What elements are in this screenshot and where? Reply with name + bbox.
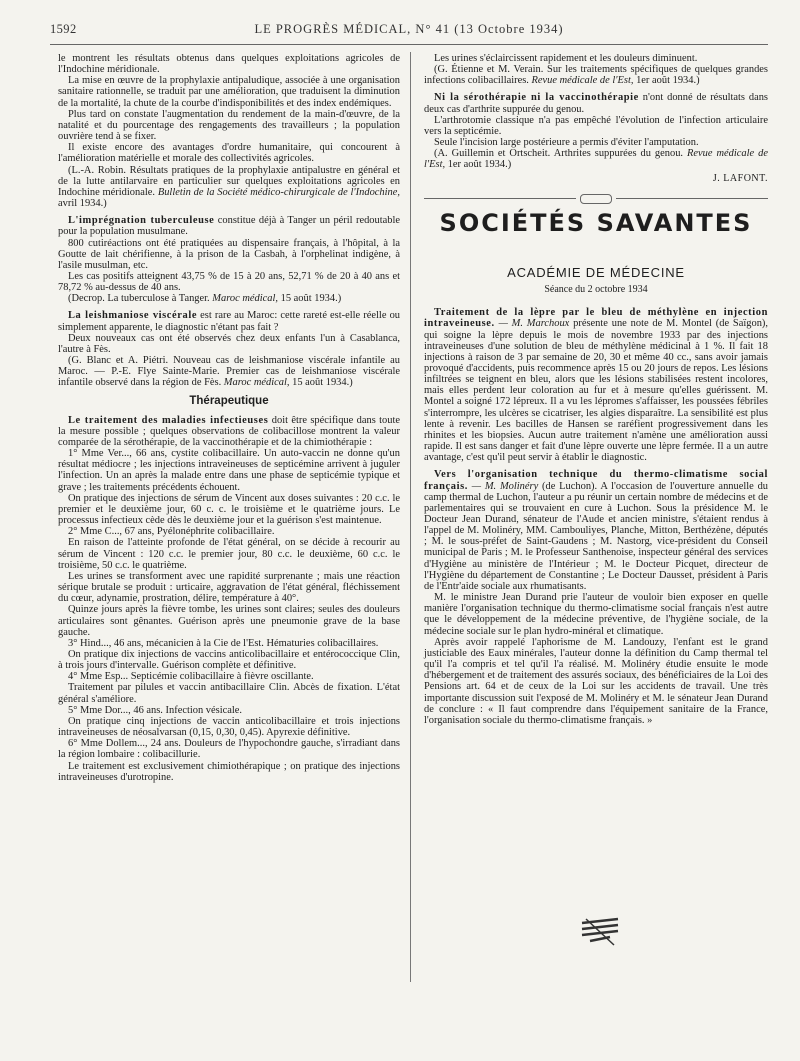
paragraph: Les urines s'éclaircissent rapidement et les douleurs diminuent. xyxy=(434,53,698,64)
paragraph: La mise en œuvre de la prophylaxie antipaludique, associée à une organisation sanitaire rationnelle, se traduit par une amélioration, que traduisent la diminution de la mortalité, la chute de la courbe d'indisponibilités et des index endémiques. xyxy=(58,75,400,109)
paragraph: On pratique cinq injections de vaccin anticolibacillaire et trois injections intraveineuses de néosalvarsan (0,15, 0,30, 0,45). Apyrexie définitive. xyxy=(58,715,400,739)
paragraph: Quinze jours après la fièvre tombe, les urines sont claires; seules des douleurs articulaires sont gênantes. Guérison après une pneumonie grave de la base gauche. xyxy=(58,604,400,638)
paragraph: Après avoir rappelé l'aphorisme de M. Landouzy, l'enfant est le grand justiciable des Eaux minérales, l'auteur donne la définition du Camp thermal tel qu'il l'a compris et tel qu'il l'a réalisé. M. Molinéry étudie ensuite le mode d'hébergement et de traitement des assurés sociaux, des bénéficiaires de la Loi des Pensions art. 64 et de ceux de la Loi sur les accidents de travail. Une très importante discussion suit l'exposé de M. Molinéry et M. le sénateur Jean Durand de conclure : « Il faut comprendre dans l'équipement sanitaire de la France, l'organisation sociale du thermo-climatisme français. » xyxy=(424,636,768,726)
lead-phrase: Vers l'organisation technique du thermo-climatisme social français. xyxy=(424,469,768,492)
citation: (Decrop. La tuberculose à Tanger. Maroc médical, 15 août 1934.) xyxy=(68,293,342,305)
paragraph: Le traitement des maladies infectieuses doit être spécifique dans toute la mesure possible ; quelques observations de colibacillose montrent la valeur comparée de la sérothérapie, de la vaccinothérapie et de la chimiothérapie : xyxy=(58,414,401,448)
case-paragraph: 1° Mme Ver..., 66 ans, cystite colibacillaire. Un auto-vaccin ne donne qu'un résultat médiocre ; les injections intraveineuses de septicémine arrivent à juguler l'infection. Un an après la malade entre dans une phase de septicémie typique et grave ; les traitements précédents échouent. xyxy=(58,448,400,493)
case-paragraph: 5° Mme Dor..., 46 ans. Infection vésicale. xyxy=(68,704,243,716)
case-paragraph: 2° Mme C..., 67 ans, Pyélonéphrite colibacillaire. xyxy=(68,526,275,538)
journal-title: LE PROGRÈS MÉDICAL, N° 41 (13 Octobre 1934) xyxy=(254,22,564,36)
separator-line xyxy=(616,198,768,199)
case-paragraph: 6° Mme Dollem..., 24 ans. Douleurs de l'hypochondre gauche, s'irradiant dans la région lombaire : colibacillurie. xyxy=(58,738,400,761)
case-paragraph: 3° Hind..., 46 ans, mécanicien à la Cie de l'Est. Hématuries colibacillaires. xyxy=(68,637,379,649)
column-divider xyxy=(410,52,411,982)
lead-phrase: Le traitement des maladies infectieuses xyxy=(68,414,269,426)
paragraph: Plus tard on constate l'augmentation du rendement de la main-d'œuvre, de la natalité et du pourcentage des rengagements des travailleurs ; la population ouvrière tend à se fixer. xyxy=(58,108,400,143)
lead-phrase: La leishmaniose viscérale xyxy=(68,310,198,322)
paragraph: Les cas positifs atteignent 43,75 % de 15 à 20 ans, 52,71 % de 20 à 40 ans et 78,72 % au-dessus de 40 ans. xyxy=(58,270,400,294)
paragraph: Ni la sérothérapie ni la vaccinothérapie n'ont donné de résultats dans deux cas d'arthrite suppurée du genou. xyxy=(424,92,768,115)
paragraph: M. le ministre Jean Durand prie l'auteur de vouloir bien exposer en quelle manière l'organisation technique du thermo-climatisme social français n'est autre que le développement de la médecine préventive, de l'hygiène sociale, de la médecine sociale sur le plan hydro-minéral et climatique. xyxy=(424,592,768,637)
paragraph: La leishmaniose viscérale est rare au Maroc: cette rareté est-elle réelle ou simplement apparente, le diagnostic n'étant pas fait ? xyxy=(58,310,401,333)
paragraph: L'arthrotomie classique n'a pas empêché l'évolution de l'infection articulaire vers la septicémie. xyxy=(424,114,768,137)
society-heading: ACADÉMIE DE MÉDECINE xyxy=(507,264,685,280)
paragraph: Il existe encore des avantages d'ordre humanitaire, qui concourent à l'amélioration matérielle et morale des collectivités agricoles. xyxy=(58,142,400,165)
paragraph: Le traitement est exclusivement chimiothérapique ; on pratique des injections intraveineuses d'urotropine. xyxy=(58,760,400,783)
paragraph: On pratique des injections de sérum de Vincent aux doses suivantes : 20 c.c. le premier et le deuxième jour, 60 c. c. le troisième et le quatrième jours. Le processus infectieux cède dès le deuxième jour et la guérison s'est maintenue. xyxy=(58,492,400,527)
section-heading: Thérapeutique xyxy=(189,394,269,407)
paragraph: le montrent les résultats obtenus dans quelques exploitations agricoles de l'Indochine méridionale. xyxy=(58,53,400,76)
paragraph: Vers l'organisation technique du thermo-climatisme social français. — M. Molinéry (de Luchon). A l'occasion de l'ouverture annuelle du camp thermal de Luchon, l'auteur a pu réunir un certain nombre de médecins et de parlementaires qui se trouvaient en cure à Luchon. Sous la présidence M. le Docteur Jean Durand, sénateur de l'Aude et ancien ministre, s'étaient rendus à l'appel de M. Molinéry, MM. Cambouliyes, Planche, Mitton, Berthézène, députés ; M. le sous-préfet de Saint-Gaudens ; M. Nastorg, vice-président du Conseil municipal de Paris ; M. le Professeur Santhenoise, inspecteur général des services d'Hygiène au ministère de l'Intérieur ; M. le Docteur Picquet, directeur de l'Hygiène du département de Constantine ; Le Docteur Dausset, président à Paris de l'Entr'aide sociale aux rhumatisants. xyxy=(424,469,769,592)
right-column xyxy=(424,53,768,726)
lead-phrase: L'imprégnation tuberculeuse xyxy=(68,215,215,227)
paragraph: 800 cutiréactions ont été pratiquées au dispensaire français, à l'hôpital, à la Goutte de lait chérifienne, à la prison de la Casbah, à l'orphelinat indigène, à l'asile musulman, etc. xyxy=(58,237,400,271)
paragraph: Seule l'incision large postérieure a permis d'éviter l'amputation. xyxy=(434,137,699,149)
citation: (L.-A. Robin. Résultats pratiques de la prophylaxie antipalustre en général et de la lutte antilarvaire en particulier sur quelques exploitations agricoles en Indochine méridionale. Bulletin de la Société médico-chirurgicale de l'Indochine, avril 1934.) xyxy=(58,164,400,210)
ornament-icon xyxy=(580,194,612,204)
citation: (G. Étienne et M. Verain. Sur les traitements spécifiques de quelques grandes infections colibacillaires. Revue médicale de l'Est, 1er août 1934.) xyxy=(424,64,768,87)
author-signature: J. LAFONT. xyxy=(712,172,768,184)
header-rule xyxy=(50,44,768,45)
citation: (A. Guillemin et Ortscheit. Arthrites suppurées du genou. Revue médicale de l'Est, 1er août 1934.) xyxy=(424,148,768,171)
paragraph: Deux nouveaux cas ont été observés chez deux enfants l'un à Casablanca, l'autre à Fès. xyxy=(58,332,400,355)
page-number: 1592 xyxy=(50,22,77,36)
separator-line xyxy=(424,198,576,199)
paragraph: On pratique dix injections de vaccins anticolibacillaire et entérococcique Clin, à trois jours d'intervalle. Guérison complète et définitive. xyxy=(58,648,400,672)
paragraph: Traitement de la lèpre par le bleu de méthylène en injection intraveineuse. — M. Marchoux présente une note de M. Montel (de Saïgon), qui soigne la lèpre depuis le mois de novembre 1933 par des injections intraveineuses d'une solution de bleu de méthylène médicinal à 1 %. Il fait 18 injections à raison de 3 par semaine de 20, 30 et même 40 cc., sans avoir jamais provoqué d'accidents, puis recommence après 15 ou 20 jours de repos. Les lésions infiltrées se teignent en bleu, alors que les lésions stabilisées restent incolores, mais elles perdent leur coloration au fur et à mesure qu'elles guérissent. M. Montel a soigné 172 lépreux. Il a vu les lépromes s'affaisser, les poussées fébriles s'interrompre, les ulcères se cicatriser, les algies disparaître. La sensibilité est plus lente à revenir. Les bacilles de Hansen se raréfient progressivement dans les rhinites et les biopsies. Aucun autre traitement n'amène une amélioration aussi rapide. Il est sans danger et fait d'une lèpre ouverte une lèpre fermée. Il a un autre avantage, c'est qu'il peut servir à établir le diagnostic. xyxy=(424,307,769,464)
citation: (G. Blanc et A. Piétri. Nouveau cas de leishmaniose viscérale infantile au Maroc. — P.-E. Flye Sainte-Marie. Premier cas de leishmaniose viscérale infantile observé dans la région de Fès. Maroc médical, 15 août 1934.) xyxy=(58,355,400,389)
lead-phrase: Ni la sérothérapie ni la vaccinothérapie xyxy=(434,92,639,104)
left-column xyxy=(58,53,400,783)
paragraph: Traitement par pilules et vaccin antibacillaire Clin. Abcès de fixation. L'état général s'améliore. xyxy=(58,682,400,705)
case-paragraph: 4° Mme Esp... Septicémie colibacillaire à fièvre oscillante. xyxy=(68,671,314,683)
lead-phrase: Traitement de la lèpre par le bleu de méthylène en injection intraveineuse. xyxy=(424,307,768,330)
session-date: Séance du 2 octobre 1934 xyxy=(544,284,648,296)
paragraph: Les urines se transforment avec une rapidité surprenante ; mais une réaction sérique brutale se produit : urticaire, aggravation de l'état général, fléchissement du cœur, adynamie, prostration, délire, température à 40°. xyxy=(58,570,400,605)
paragraph: L'imprégnation tuberculeuse constitue déjà à Tanger un péril redoutable pour la population musulmane. xyxy=(58,215,401,238)
paragraph: En raison de l'atteinte profonde de l'état général, on se décide à recourir au sérum de Vincent : 120 c.c. le premier jour, 80 c.c. le deuxième, 60 c.c. le troisième, 50 c.c. le quatrième. xyxy=(58,537,400,571)
section-banner: SOCIÉTÉS SAVANTES xyxy=(439,208,753,237)
section-separator xyxy=(424,194,768,204)
end-ornament-icon xyxy=(580,915,620,949)
